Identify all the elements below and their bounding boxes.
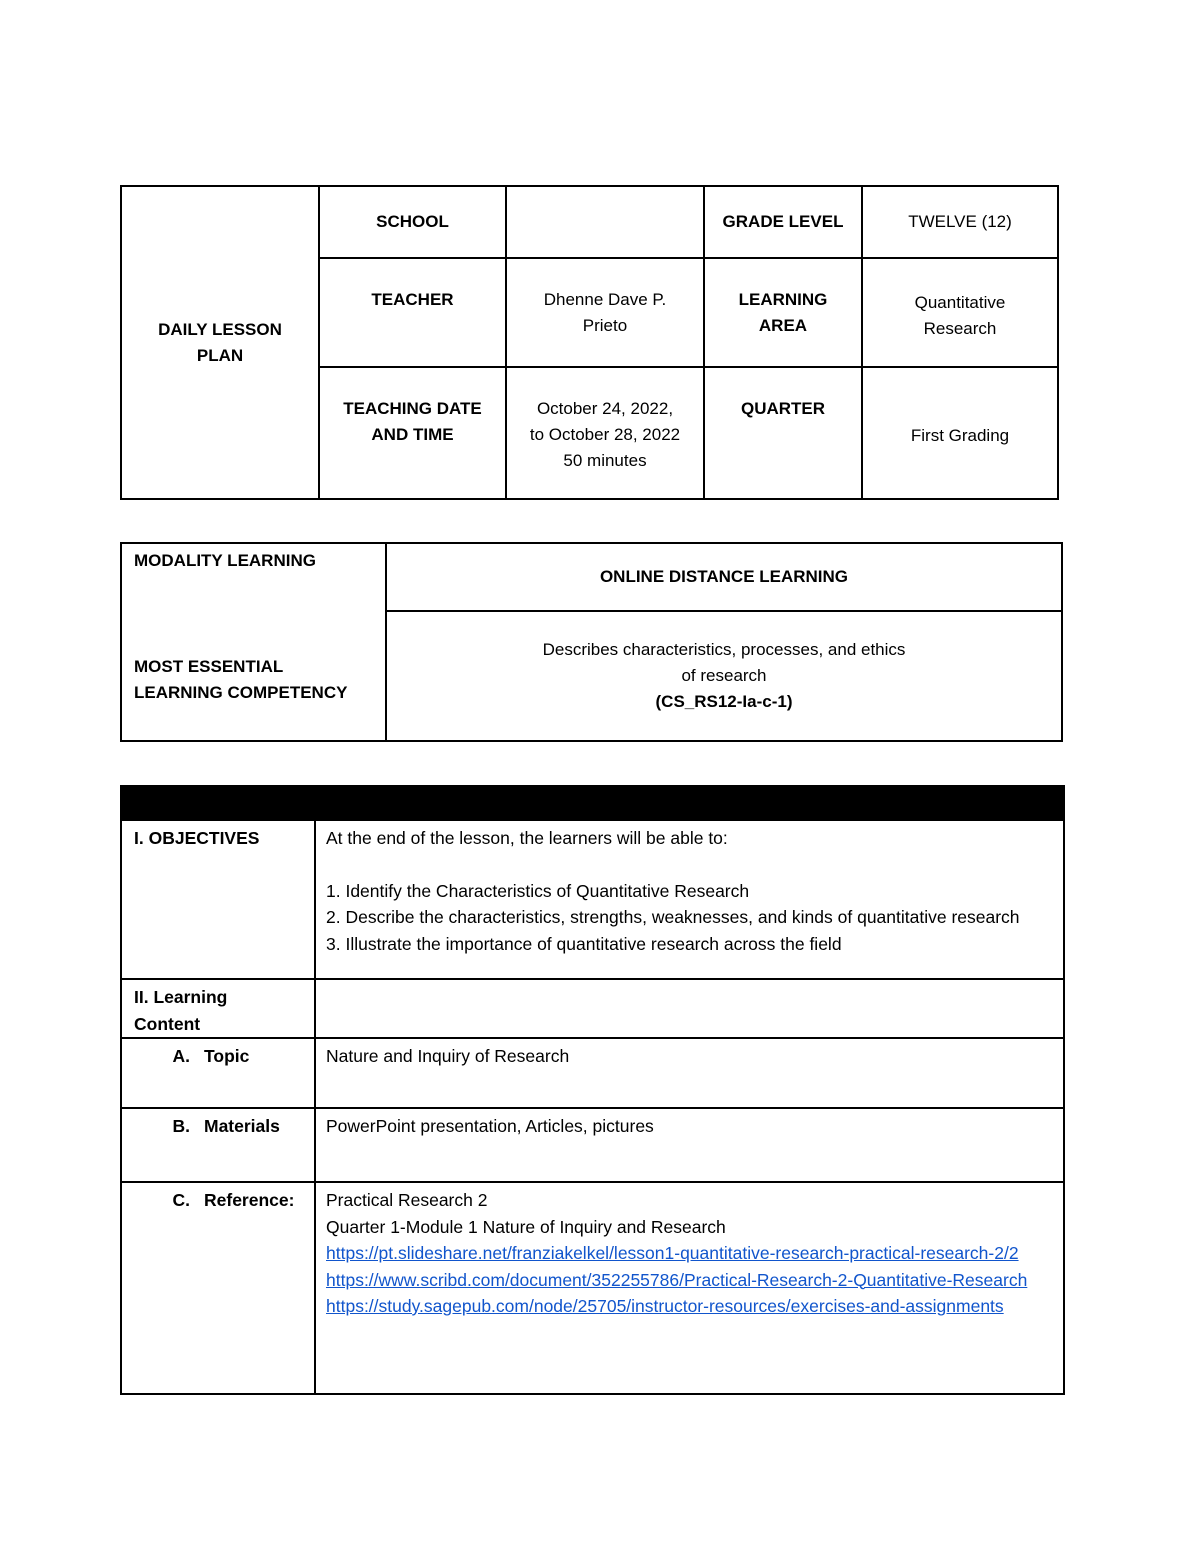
materials-value: PowerPoint presentation, Articles, pictures — [315, 1108, 1064, 1182]
teacher-label-text: TEACHER — [371, 290, 454, 309]
learning-content-value — [315, 979, 1064, 1038]
objective-item: 3. Illustrate the importance of quantitative research across the field — [326, 933, 842, 954]
lesson-plan-table — [120, 785, 1065, 1395]
reference-label-text: Reference: — [204, 1190, 295, 1210]
competency-label-line1: MOST ESSENTIAL — [134, 657, 284, 676]
quarter-label-text: QUARTER — [740, 399, 826, 418]
lesson-header-table — [120, 185, 1059, 500]
objectives-row — [121, 820, 1064, 979]
dlp-title-line2: PLAN — [196, 345, 244, 365]
reference-row — [121, 1182, 1064, 1394]
learning-content-row — [121, 979, 1064, 1038]
grade-level-label: GRADE LEVEL — [704, 186, 862, 258]
quarter-value: First Grading — [862, 367, 1058, 499]
quarter-label — [704, 367, 862, 499]
teaching-date-line2: to October 28, 2022 — [529, 425, 681, 444]
teaching-date-label-line2: AND TIME — [371, 425, 454, 444]
learning-content-label-line2: Content — [134, 1013, 201, 1034]
teacher-label — [319, 258, 506, 367]
modality-table — [120, 542, 1063, 742]
competency-code: (CS_RS12-Ia-c-1) — [655, 692, 793, 711]
learning-area-line2: Research — [923, 319, 997, 338]
dlp-title-cell — [121, 186, 319, 499]
school-value — [506, 186, 704, 258]
learning-area-value — [862, 258, 1058, 367]
teaching-date-label — [319, 367, 506, 499]
competency-line2: of research — [681, 666, 767, 685]
grade-level-value: TWELVE (12) — [862, 186, 1058, 258]
reference-book: Practical Research 2 — [326, 1190, 488, 1210]
modality-value: ONLINE DISTANCE LEARNING — [386, 543, 1062, 611]
objective-item: 2. Describe the characteristics, strengths, weaknesses, and kinds of quantitative research — [326, 907, 1020, 927]
competency-line1: Describes characteristics, processes, and ethics — [542, 640, 906, 659]
materials-label-text: Materials — [204, 1116, 280, 1136]
learning-area-label-line1: LEARNING — [738, 290, 828, 309]
competency-label-line2: LEARNING COMPETENCY — [134, 683, 348, 702]
learning-content-label-line1: II. Learning — [134, 987, 228, 1007]
learning-area-label-line2: AREA — [758, 316, 808, 335]
learning-area-label — [704, 258, 862, 367]
modality-label: MODALITY LEARNING — [134, 551, 316, 570]
reference-module: Quarter 1-Module 1 Nature of Inquiry and Research — [326, 1216, 726, 1237]
topic-value: Nature and Inquiry of Research — [315, 1038, 1064, 1108]
materials-label — [121, 1108, 315, 1182]
teacher-value — [506, 258, 704, 367]
materials-row — [121, 1108, 1064, 1182]
reference-link-slideshare[interactable]: https://pt.slideshare.net/franziakelkel/lesson1-quantitative-research-practical-research-2/2 — [326, 1243, 1019, 1263]
topic-letter: A. — [172, 1046, 190, 1066]
objectives-content — [315, 820, 1064, 979]
school-label: SCHOOL — [319, 186, 506, 258]
reference-label — [121, 1182, 315, 1394]
learning-area-line1: Quantitative — [914, 293, 1006, 312]
modality-labels-cell — [121, 543, 386, 741]
objectives-intro: At the end of the lesson, the learners will be able to: — [326, 828, 728, 848]
teaching-date-line1: October 24, 2022, — [536, 399, 674, 418]
learning-content-label — [121, 979, 315, 1038]
teacher-name-line1: Dhenne Dave P. — [543, 290, 667, 309]
objective-item: 1. Identify the Characteristics of Quantitative Research — [326, 880, 750, 901]
materials-letter: B. — [172, 1116, 190, 1136]
topic-label — [121, 1038, 315, 1108]
dlp-title-line1: DAILY LESSON — [158, 319, 282, 339]
plan-header-bar — [121, 786, 1064, 820]
objectives-list — [326, 878, 1053, 958]
reference-content — [315, 1182, 1064, 1394]
teaching-date-label-line1: TEACHING DATE — [343, 399, 482, 418]
reference-link-scribd[interactable]: https://www.scribd.com/document/352255786/Practical-Research-2-Quantitative-Research — [326, 1269, 1028, 1290]
teacher-name-line2: Prieto — [582, 316, 628, 335]
teaching-duration: 50 minutes — [563, 451, 647, 470]
topic-row — [121, 1038, 1064, 1108]
reference-link-sagepub[interactable]: https://study.sagepub.com/node/25705/instructor-resources/exercises-and-assignments — [326, 1296, 1004, 1316]
topic-label-text: Topic — [204, 1046, 250, 1066]
reference-letter: C. — [172, 1190, 190, 1210]
teaching-date-value — [506, 367, 704, 499]
objectives-label: I. OBJECTIVES — [121, 820, 315, 979]
competency-value — [386, 611, 1062, 741]
